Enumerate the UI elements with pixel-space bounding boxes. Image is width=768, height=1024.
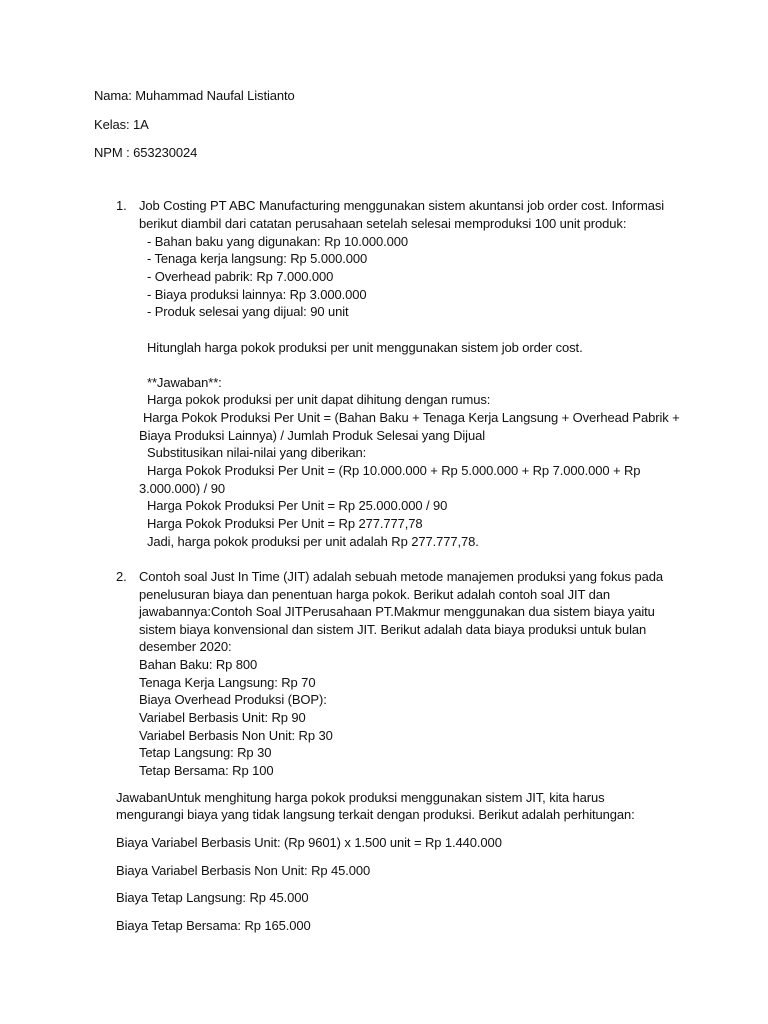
answer2-calc-line: Biaya Tetap Langsung: Rp 45.000: [116, 890, 309, 905]
q1-item: - Bahan baku yang digunakan: Rp 10.000.000: [147, 234, 409, 249]
q1-answer-line: Substitusikan nilai-nilai yang diberikan:: [147, 445, 367, 460]
student-name: Nama: Muhammad Naufal Listianto: [94, 88, 295, 103]
q2-line: jawabannya:Contoh Soal JITPerusahaan PT.Makmur menggunakan dua sistem biaya yaitu: [139, 604, 655, 619]
q2-line: Bahan Baku: Rp 800: [139, 657, 258, 672]
answer2-calc-line: Biaya Variabel Berbasis Non Unit: Rp 45.000: [116, 863, 371, 878]
q1-item: - Produk selesai yang dijual: 90 unit: [147, 304, 349, 319]
q1-intro-line: Job Costing PT ABC Manufacturing menggunakan sistem akuntansi job order cost. Informasi: [139, 198, 665, 213]
q1-answer-line: Harga Pokok Produksi Per Unit = Rp 277.777,78: [147, 516, 423, 531]
answer2-intro-line: JawabanUntuk menghitung harga pokok produksi menggunakan sistem JIT, kita harus: [116, 790, 605, 805]
q2-line: Variabel Berbasis Non Unit: Rp 30: [139, 728, 333, 743]
q1-item: - Overhead pabrik: Rp 7.000.000: [147, 269, 334, 284]
q1-answer-line: Biaya Produksi Lainnya) / Jumlah Produk Selesai yang Dijual: [139, 428, 486, 443]
q1-answer-line: Jadi, harga pokok produksi per unit adalah Rp 277.777,78.: [147, 534, 479, 549]
student-class: Kelas: 1A: [94, 117, 149, 132]
answer2-calc-line: Biaya Tetap Bersama: Rp 165.000: [116, 918, 311, 933]
q1-question: Hitunglah harga pokok produksi per unit menggunakan sistem job order cost.: [147, 340, 583, 355]
q2-line: Tetap Langsung: Rp 30: [139, 745, 272, 760]
student-npm: NPM : 653230024: [94, 145, 198, 160]
q2-line: Variabel Berbasis Unit: Rp 90: [139, 710, 306, 725]
q1-answer-line: Harga Pokok Produksi Per Unit = (Bahan Baku + Tenaga Kerja Langsung + Overhead Pabrik +: [143, 410, 680, 425]
answer2-intro-line: mengurangi biaya yang tidak langsung terkait dengan produksi. Berikut adalah perhitungan:: [116, 807, 635, 822]
q2-line: Biaya Overhead Produksi (BOP):: [139, 692, 327, 707]
q2-line: sistem biaya konvensional dan sistem JIT. Berikut adalah data biaya produksi untuk bulan: [139, 622, 647, 637]
q1-answer-line: Harga Pokok Produksi Per Unit = (Rp 10.000.000 + Rp 5.000.000 + Rp 7.000.000 + Rp: [147, 463, 641, 478]
q2-line: Tetap Bersama: Rp 100: [139, 763, 274, 778]
q2-line: penelusuran biaya dan penentuan harga pokok. Berikut adalah contoh soal JIT dan: [139, 587, 611, 602]
q1-answer-line: 3.000.000) / 90: [139, 481, 225, 496]
q1-answer-line: Harga pokok produksi per unit dapat dihitung dengan rumus:: [147, 392, 491, 407]
q1-intro-line: berikut diambil dari catatan perusahaan setelah selesai memproduksi 100 unit produk:: [139, 216, 627, 231]
q2-line: Contoh soal Just In Time (JIT) adalah sebuah metode manajemen produksi yang fokus pada: [139, 569, 663, 584]
q2-line: Tenaga Kerja Langsung: Rp 70: [139, 675, 316, 690]
q2-number: 2.: [116, 569, 127, 584]
q1-answer-label: **Jawaban**:: [147, 375, 222, 390]
q1-item: - Tenaga kerja langsung: Rp 5.000.000: [147, 251, 368, 266]
q1-item: - Biaya produksi lainnya: Rp 3.000.000: [147, 287, 367, 302]
q1-answer-line: Harga Pokok Produksi Per Unit = Rp 25.000.000 / 90: [147, 498, 448, 513]
q1-number: 1.: [116, 198, 127, 213]
q2-line: desember 2020:: [139, 639, 232, 654]
answer2-calc-line: Biaya Variabel Berbasis Unit: (Rp 9601) x 1.500 unit = Rp 1.440.000: [116, 835, 502, 850]
